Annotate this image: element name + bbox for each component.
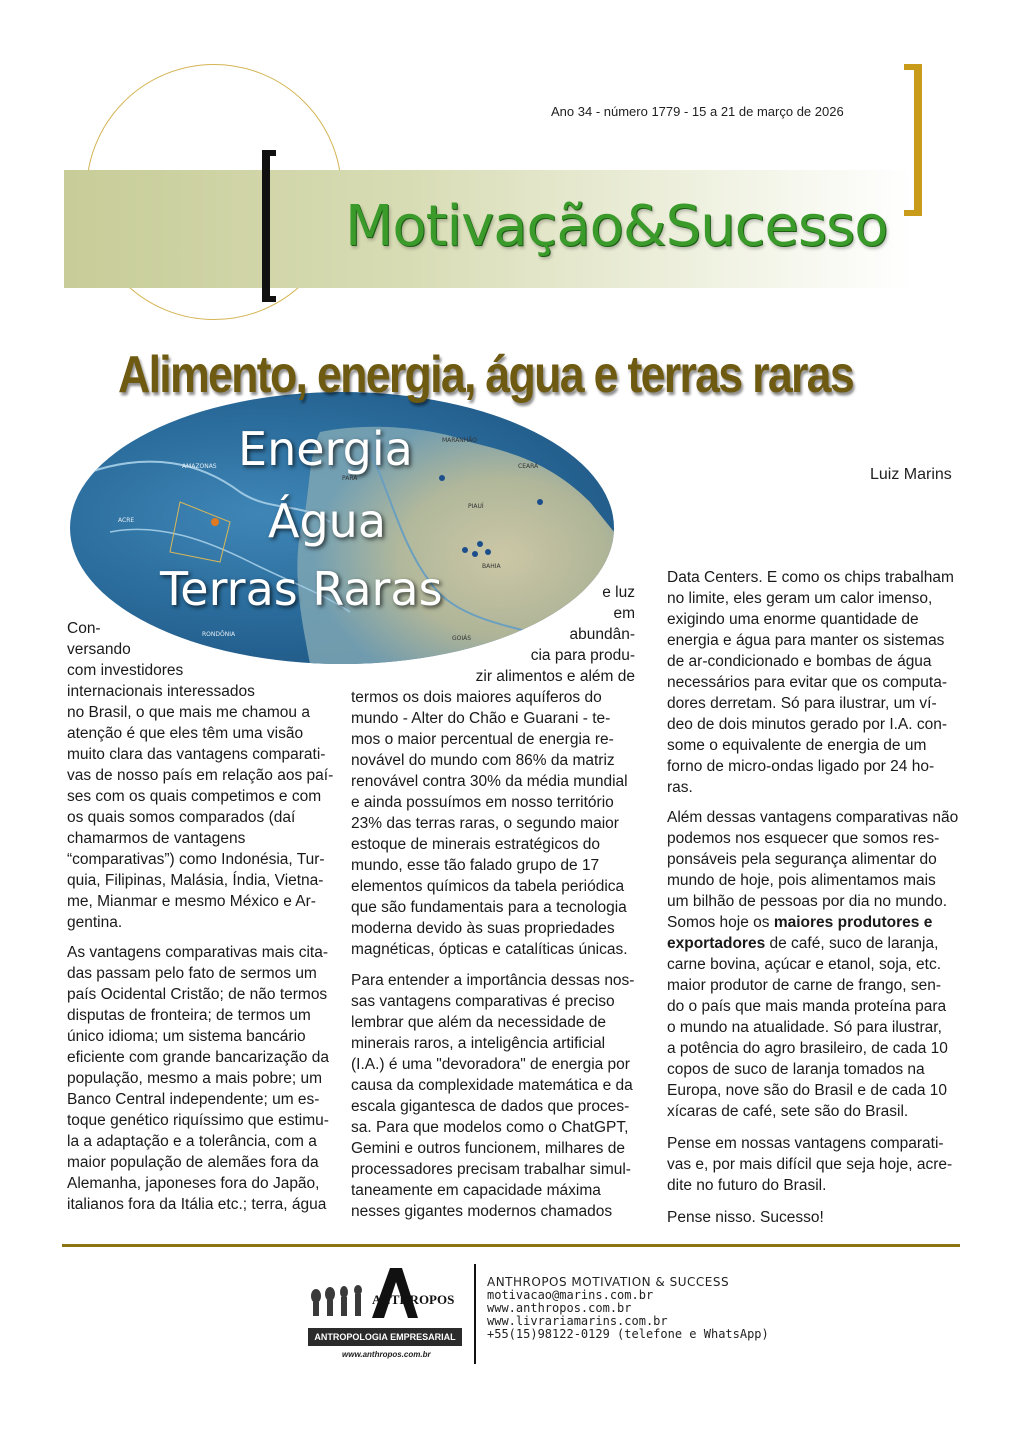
- text-line: a potência do agro brasileiro, de cada 10: [667, 1040, 948, 1057]
- text-line: com investidores: [67, 662, 184, 679]
- map-label-rondonia: RONDÔNIA: [202, 631, 236, 638]
- text-line: do o país que mais manda proteína para: [667, 998, 947, 1015]
- text-line: la a adaptação e a tolerância, com a: [67, 1133, 317, 1150]
- map-label-ceara: CEARÁ: [518, 463, 539, 470]
- anthropos-logo: [306, 1262, 464, 1366]
- text-line: maior produtor de carne de frango, sen-: [667, 977, 941, 994]
- text-line: gentina.: [67, 914, 123, 931]
- text-line: forno de micro-ondas ligado por 24 ho-: [667, 758, 935, 775]
- text-line: Data Centers. E como os chips trabalham: [667, 569, 954, 586]
- map-label-para: PARÁ: [342, 475, 358, 482]
- text-line: necessários para evitar que os computa-: [667, 674, 948, 691]
- col3-paragraph-3: [667, 1133, 952, 1196]
- text-line: me, Mianmar e mesmo México e Ar-: [67, 893, 316, 910]
- text-line: dores derretam. Só para ilustrar, um ví-: [667, 695, 937, 712]
- article-headline: Alimento, energia, água e terras raras: [118, 346, 853, 404]
- contact-company: ANTHROPOS MOTIVATION & SUCCESS: [487, 1275, 730, 1289]
- col2-wrap-text: [470, 582, 635, 687]
- text-line: abundân-: [569, 626, 635, 643]
- contact-bookstore-link[interactable]: www.livrariamarins.com.br: [487, 1314, 668, 1328]
- contact-website-link[interactable]: www.anthropos.com.br: [487, 1301, 632, 1315]
- text-line: Con-: [67, 620, 101, 637]
- author-name: Luiz Marins: [870, 466, 952, 483]
- text-line: minerais raros, a inteligência artificial: [351, 1035, 606, 1052]
- col1-paragraph-1: [67, 618, 333, 933]
- text-line: magnéticas, ópticas e catalíticas únicas.: [351, 941, 628, 958]
- text-line: As vantagens comparativas mais cita-: [67, 944, 329, 961]
- text-line: elementos químicos da tabela periódica: [351, 878, 625, 895]
- text-line: podemos nos esquecer que somos res-: [667, 830, 940, 847]
- text-line: mos o maior percentual de energia re-: [351, 731, 614, 748]
- map-label-bahia: BAHIA: [482, 563, 501, 570]
- text-line: xícaras de café, sete são do Brasil.: [667, 1103, 909, 1120]
- text-line: energia e água para manter os sistemas: [667, 632, 945, 649]
- text-line: taneamente em capacidade máxima: [351, 1182, 601, 1199]
- map-label-piaui: PIAUÍ: [468, 503, 484, 510]
- text-line: processadores precisam trabalhar simul-: [351, 1161, 631, 1178]
- text-line: toque genético riquíssimo que estimu-: [67, 1112, 329, 1129]
- text-line: das passam pelo fato de sermos um: [67, 965, 317, 982]
- text-line: exigindo uma enorme quantidade de: [667, 611, 919, 628]
- text-line: (I.A.) é uma "devoradora" de energia por: [351, 1056, 630, 1073]
- footer-divider: [474, 1264, 476, 1364]
- map-label-acre: ACRE: [118, 517, 135, 524]
- text-line: um bilhão de pessoas por dia no mundo.: [667, 893, 948, 910]
- text-line: Para entender a importância dessas nos-: [351, 972, 635, 989]
- text-line: atenção é que eles têm uma visão: [67, 725, 304, 742]
- text-line: disputas de fronteira; de termos um: [67, 1007, 311, 1024]
- col1-paragraph-2: [67, 942, 329, 1215]
- text-line: causa da complexidade matemática e da: [351, 1077, 633, 1094]
- text-line: no limite, eles geram um calor imenso,: [667, 590, 933, 607]
- text-line: quia, Filipinas, Malásia, Índia, Vietna-: [67, 872, 324, 889]
- text-line: maior população de alemães fora da: [67, 1154, 319, 1171]
- footer-rule: [62, 1244, 960, 1247]
- text-line: internacionais interessados: [67, 683, 255, 700]
- map-label-maranhao: MARANHÃO: [442, 437, 478, 444]
- text-line: vas e, por mais difícil que seja hoje, acre-: [667, 1156, 953, 1173]
- text-line: sas vantagens comparativas é preciso: [351, 993, 615, 1010]
- text-line: e ainda possuímos em nosso território: [351, 794, 614, 811]
- contact-phone: +55(15)98122-0129 (telefone e WhatsApp): [487, 1327, 769, 1341]
- text-line: muito clara das vantagens comparati-: [67, 746, 326, 763]
- text-line: vas de nosso país em relação aos paí-: [67, 767, 334, 784]
- text-line: ponsáveis pela segurança alimentar do: [667, 851, 937, 868]
- closing-line: Pense nisso. Sucesso!: [667, 1209, 824, 1226]
- contact-email-link[interactable]: motivacao@marins.com.br: [487, 1288, 654, 1302]
- text-line: Além dessas vantagens comparativas não: [667, 809, 959, 826]
- text-line: Europa, nove são do Brasil e de cada 10: [667, 1082, 948, 1099]
- logo-wordmark: ANTHROPOS: [372, 1292, 455, 1307]
- text-line: Alemanha, japoneses fora do Japão,: [67, 1175, 320, 1192]
- text-line: carne bovina, açúcar e etanol, soja, etc.: [667, 956, 941, 973]
- text-line: 23% das terras raras, o segundo maior: [351, 815, 619, 832]
- logo-url: www.anthropos.com.br: [342, 1350, 431, 1359]
- text-line: cia para produ-: [530, 647, 635, 664]
- col3-paragraph-1: [667, 567, 954, 798]
- text-line: no Brasil, o que mais me chamou a: [67, 704, 310, 721]
- text-line: os quais somos comparados (daí: [67, 809, 296, 826]
- col2-paragraph-2: [351, 970, 634, 1222]
- right-bracket: [904, 64, 922, 216]
- text-line: único idioma; um sistema bancário: [67, 1028, 306, 1045]
- text-line: some o equivalente de energia de um: [667, 737, 927, 754]
- text-line: italianos fora da Itália etc.; terra, água: [67, 1196, 327, 1213]
- text-line: mundo, esse tão falado grupo de 17: [351, 857, 600, 874]
- text-line: copos de suco de laranja tomados na: [667, 1061, 925, 1078]
- text-line: [667, 912, 958, 933]
- bold-text: exportadores: [667, 935, 766, 952]
- newsletter-title: Motivação&Sucesso: [345, 194, 888, 259]
- text-line: novável do mundo com 86% da matriz: [351, 752, 615, 769]
- text-line: Pense em nossas vantagens comparati-: [667, 1135, 944, 1152]
- image-word-terras-raras: Terras Raras: [160, 562, 443, 616]
- col2-paragraph-1: [351, 687, 628, 960]
- text-line: em: [613, 605, 635, 622]
- text-line: Gemini e outros funcionem, milhares de: [351, 1140, 625, 1157]
- image-word-agua: Água: [268, 494, 387, 548]
- text-line: o mundo na atualidade. Só para ilustrar,: [667, 1019, 942, 1036]
- issue-line: Ano 34 - número 1779 - 15 a 21 de março de 2026: [551, 104, 844, 119]
- logo-tagline: ANTROPOLOGIA EMPRESARIAL: [308, 1328, 462, 1346]
- col3-paragraph-2: [667, 807, 958, 1122]
- text-line: eficiente com grande bancarização da: [67, 1049, 329, 1066]
- text-line: nesses gigantes modernos chamados: [351, 1203, 613, 1220]
- text-line: versando: [67, 641, 131, 658]
- text-span: de café, suco de laranja,: [765, 935, 939, 952]
- text-line: mundo de hoje, pois alimentamos mais: [667, 872, 936, 889]
- text-line: “comparativas”) como Indonésia, Tur-: [67, 851, 325, 868]
- text-line: ses com os quais competimos e com: [67, 788, 322, 805]
- text-line: dite no futuro do Brasil.: [667, 1177, 827, 1194]
- text-line: que são fundamentais para a tecnologia: [351, 899, 627, 916]
- map-label-amazonas: AMAZONAS: [182, 463, 217, 470]
- text-line: população, mesmo a mais pobre; um: [67, 1070, 323, 1087]
- text-line: de ar-condicionado e bombas de água: [667, 653, 932, 670]
- text-line: mundo - Alter do Chão e Guarani - te-: [351, 710, 611, 727]
- text-line: termos os dois maiores aquíferos do: [351, 689, 602, 706]
- text-line: moderna devido às suas propriedades: [351, 920, 615, 937]
- text-line: e luz: [602, 584, 635, 601]
- text-line: sa. Para que modelos como o ChatGPT,: [351, 1119, 629, 1136]
- text-line: escala gigantesca de dados que proces-: [351, 1098, 630, 1115]
- text-line: ras.: [667, 779, 693, 796]
- text-line: estoque de minerais estratégicos do: [351, 836, 601, 853]
- text-line: zir alimentos e além de: [475, 668, 635, 685]
- text-line: chamarmos de vantagens: [67, 830, 246, 847]
- text-line: renovável contra 30% da média mundial: [351, 773, 628, 790]
- map-label-goias: GOIÁS: [452, 635, 472, 642]
- text-line: deo de dois minutos gerado por I.A. con-: [667, 716, 948, 733]
- image-word-energia: Energia: [238, 422, 413, 476]
- text-line: país Ocidental Cristão; de não termos: [67, 986, 328, 1003]
- left-bracket: [262, 150, 276, 302]
- bold-text: maiores produtores e: [773, 914, 933, 931]
- text-line: [667, 933, 958, 954]
- text-span: Somos hoje os: [667, 914, 774, 931]
- text-line: Banco Central independente; um es-: [67, 1091, 320, 1108]
- text-line: lembrar que além da necessidade de: [351, 1014, 607, 1031]
